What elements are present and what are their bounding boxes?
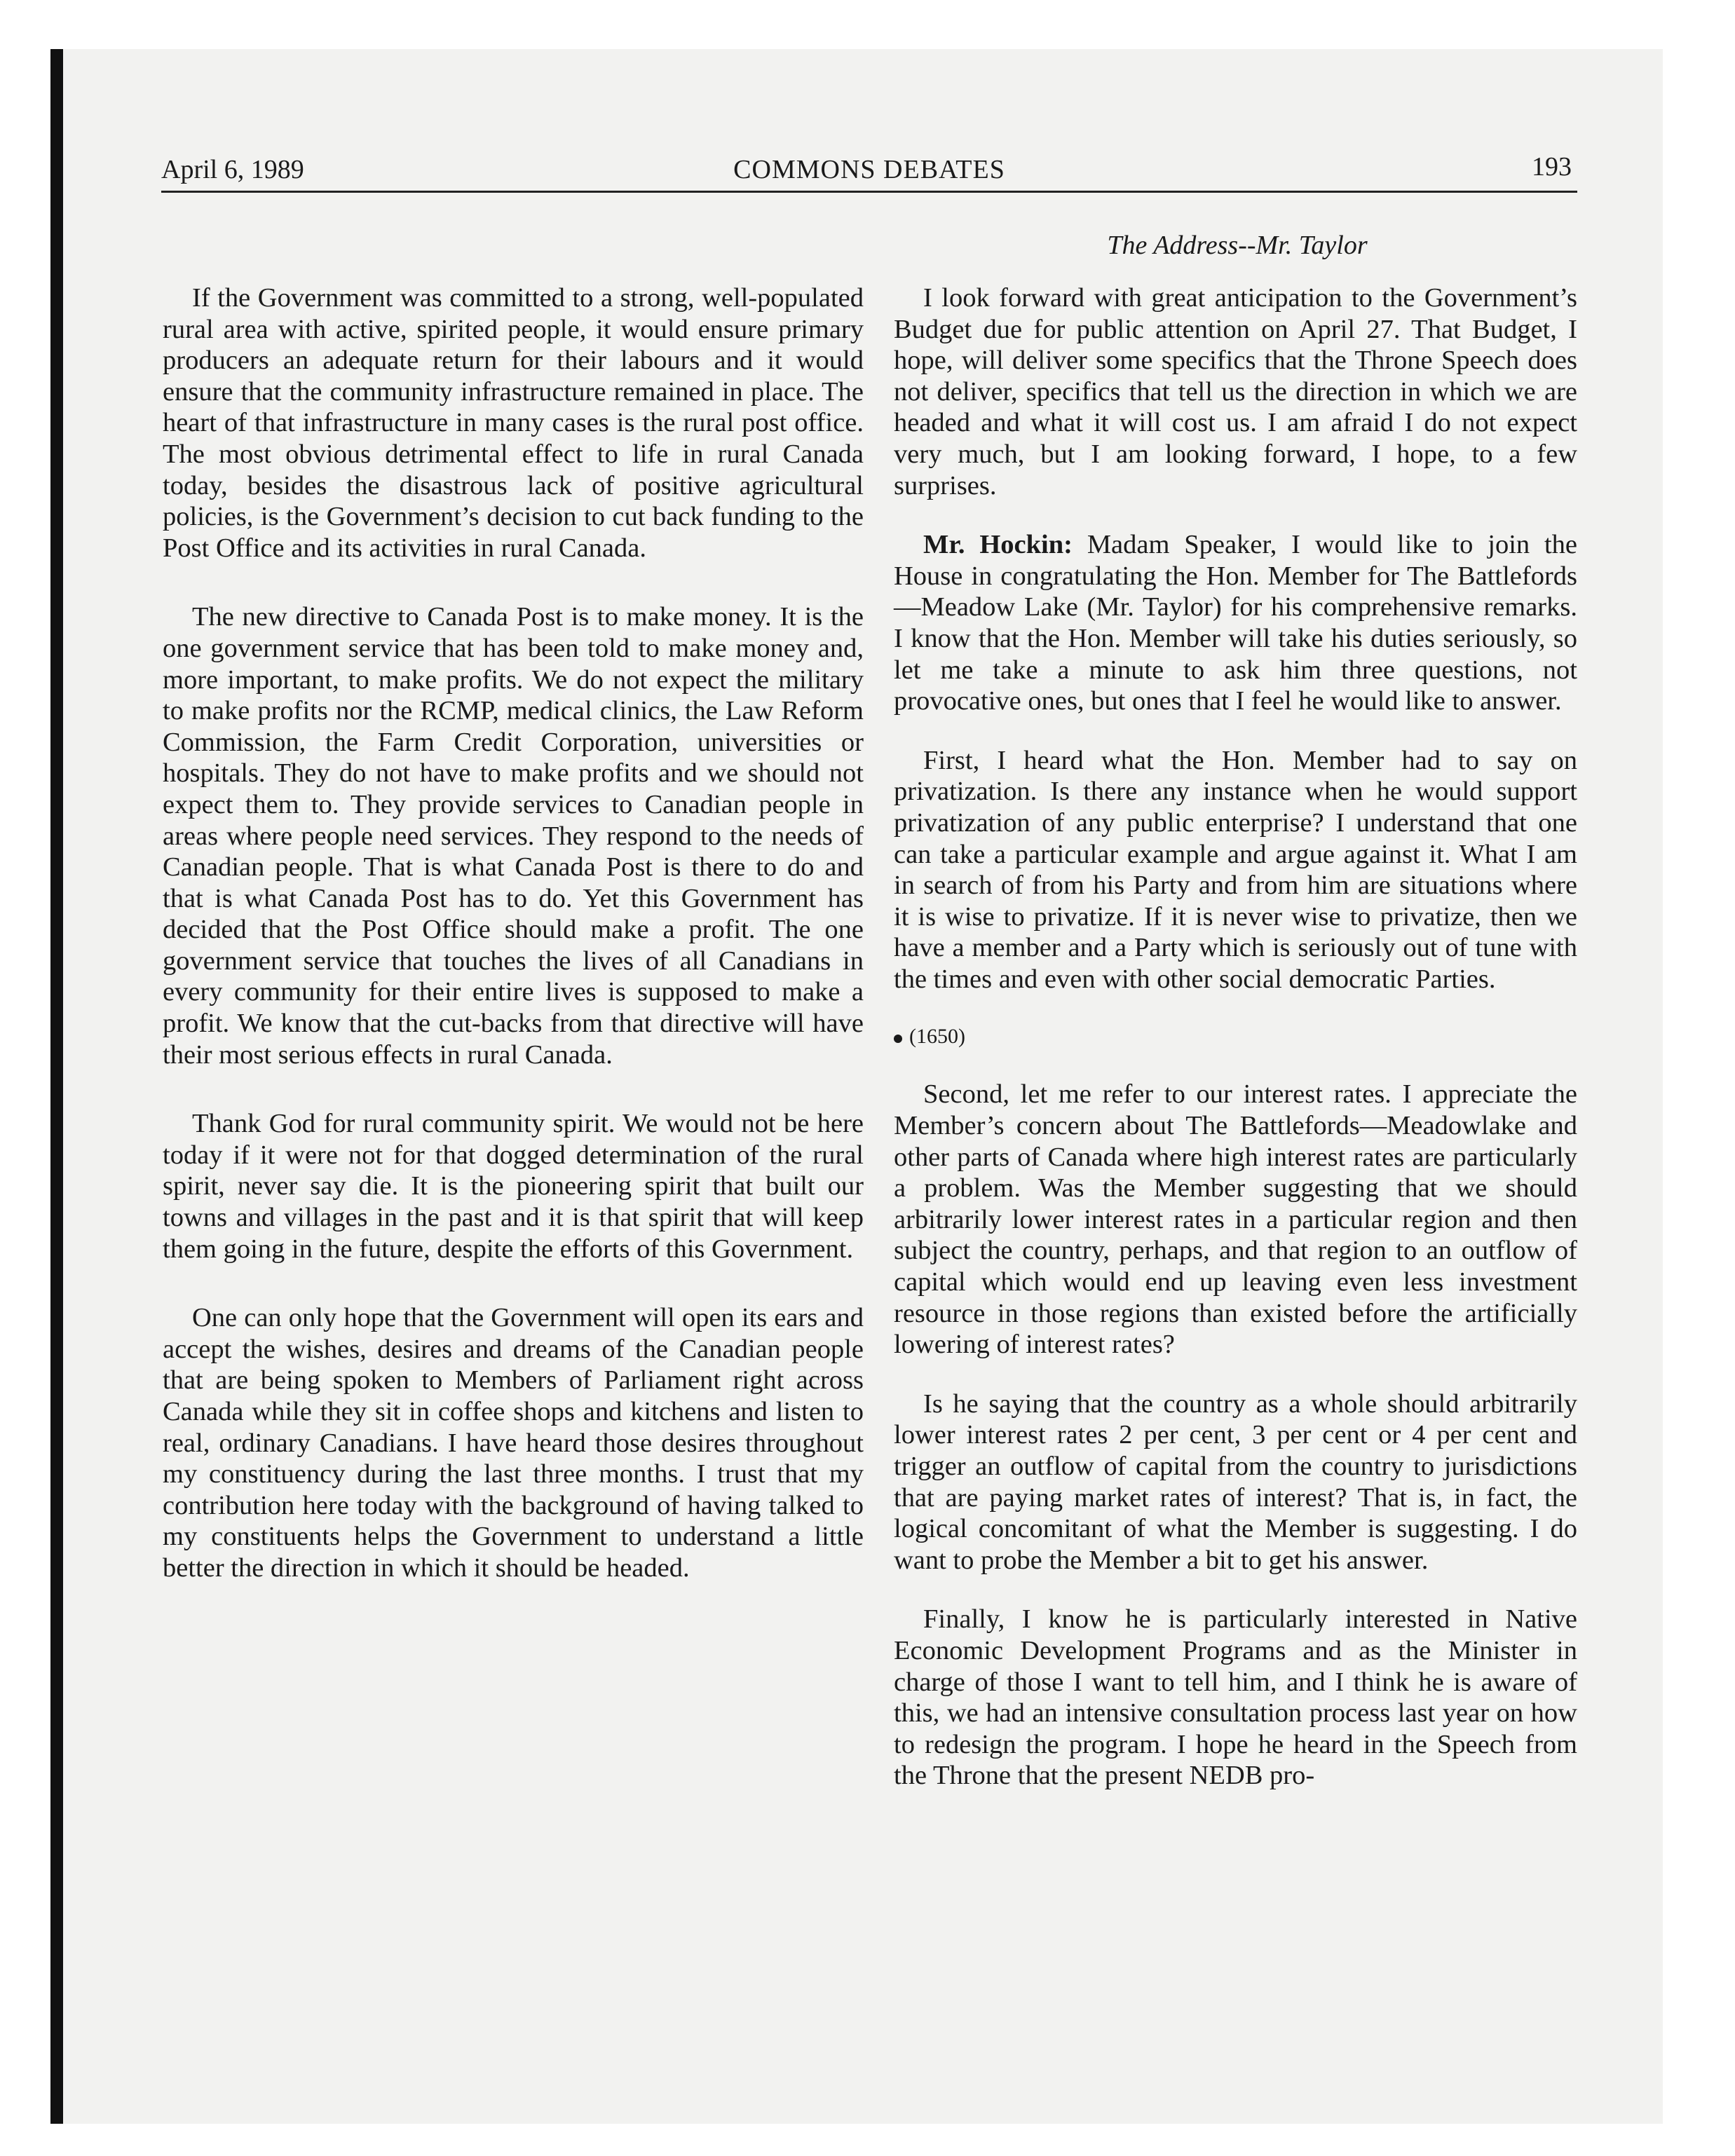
paragraph: One can only hope that the Government will open its ears and accept the wishes, desires and dreams of the Canadian people that are being spoken to Members of Parliament right across Canada while they sit in coffee shops and kitchens and listen to real, ordinary Canadians. I have heard those desires throughout my constituency during the last three months. I trust that my contribution here today with the background of having talked to my constituents helps the Government to understand a little better the direction in which it should be headed. xyxy=(163,1303,864,1583)
paragraph: Finally, I know he is particularly interested in Native Economic Development Programs and as the Minister in charge of those I want to tell him, and I think he is aware of this, we had an intensive consultation process last year on how to redesign the program. I hope he heard in the Speech from the Throne that the present NEDB pro- xyxy=(894,1604,1577,1791)
paragraph: First, I heard what the Hon. Member had to say on privatization. Is there any instance when he would support privatization of any public enterprise? I understand that one can take a particular example and argue against it. What I am in search of from his Party and from him are situations where it is wise to privatize. If it is never wise to privatize, then we have a member and a Party which is seriously out of tune with the times and even with other social democratic Parties. xyxy=(894,745,1577,994)
running-head: The Address--Mr. Taylor xyxy=(1107,231,1368,260)
page-header xyxy=(161,147,1577,189)
scan-border xyxy=(50,49,63,2124)
right-column xyxy=(894,282,1577,1792)
speaker-name: Mr. Hockin: xyxy=(923,530,1073,560)
left-column xyxy=(163,282,864,1584)
header-rule xyxy=(161,191,1577,193)
paragraph: If the Government was committed to a strong, well-populated rural area with active, spirited people, it would ensure primary producers an adequate return for their labours and it would ensure that the community infrastructure remained in place. The heart of that infrastructure in many cases is the rural post office. The most obvious detrimental effect to life in rural Canada today, besides the disastrous lack of positive agricultural policies, is the Government’s decision to cut back funding to the Post Office and its activities in rural Canada. xyxy=(163,283,864,563)
paragraph: Thank God for rural community spirit. We would not be here today if it were not for that dogged determination of the rural spirit, never say die. It is the pioneering spirit that built our towns and villages in the past and it is that spirit that will keep them going in the future, despite the efforts of this Government. xyxy=(163,1109,864,1264)
speech-text: Madam Speaker, I would like to join the House in congratulating the Hon. Member for The Battlefords—Meadow Lake (Mr. Taylor) for his comprehensive remarks. I know that the Hon. Member will take his duties seriously, so let me take a minute to ask him three questions, not provocative ones, but ones that I feel he would like to answer. xyxy=(894,530,1577,716)
timestamp xyxy=(894,1023,1577,1051)
speaker-paragraph xyxy=(894,529,1577,717)
paragraph: I look forward with great anticipation to the Government’s Budget due for public attention on April 27. That Budget, I hope, will deliver some specifics that the Throne Speech does not deliver, specifics that tell us the direction in which we are headed and what it will cost us. I am afraid I do not expect very much, but I am looking forward, I hope, to a few surprises. xyxy=(894,283,1577,500)
page-number: 193 xyxy=(1532,152,1572,182)
paragraph: The new directive to Canada Post is to make money. It is the one government service that has been told to make money and, more important, to make profits. We do not expect the military to make profits nor the RCMP, medical clinics, the Law Reform Commission, the Farm Credit Corporation, universities or hospitals. They do not have to make profits and we should not expect them to. They provide services to Canadian people in areas where people need services. They respond to the needs of Canadian people. That is what Canada Post is there to do and that is what Canada Post has to do. Yet this Government has decided that the Post Office should make a profit. The one government service that touches the lives of all Canadians in every community for their entire lives is supposed to make a profit. We know that the cut-backs from that directive will have their most serious effects in rural Canada. xyxy=(163,602,864,1070)
header-date: April 6, 1989 xyxy=(161,155,304,184)
bullet-icon xyxy=(894,1035,902,1043)
timestamp-text: (1650) xyxy=(909,1025,965,1049)
paragraph: Second, let me refer to our interest rates. I appreciate the Member’s concern about The Battlefords—Meadowlake and other parts of Canada where high interest rates are particularly a problem. Was the Member suggesting that we should arbitrarily lower interest rates in a particular region and then subject the country, perhaps, and that region to an outflow of capital which would end up leaving even less investment resource in those regions than existed before the artificially lowering of interest rates? xyxy=(894,1079,1577,1360)
paragraph: Is he saying that the country as a whole should arbitrarily lower interest rates 2 per cent, 3 per cent or 4 per cent and trigger an outflow of capital from the country to jurisdictions that are paying market rates of interest? That is, in fact, the logical concomitant of what the Member is suggesting. I do want to probe the Member a bit to get his answer. xyxy=(894,1389,1577,1575)
header-publication: COMMONS DEBATES xyxy=(733,155,1005,184)
